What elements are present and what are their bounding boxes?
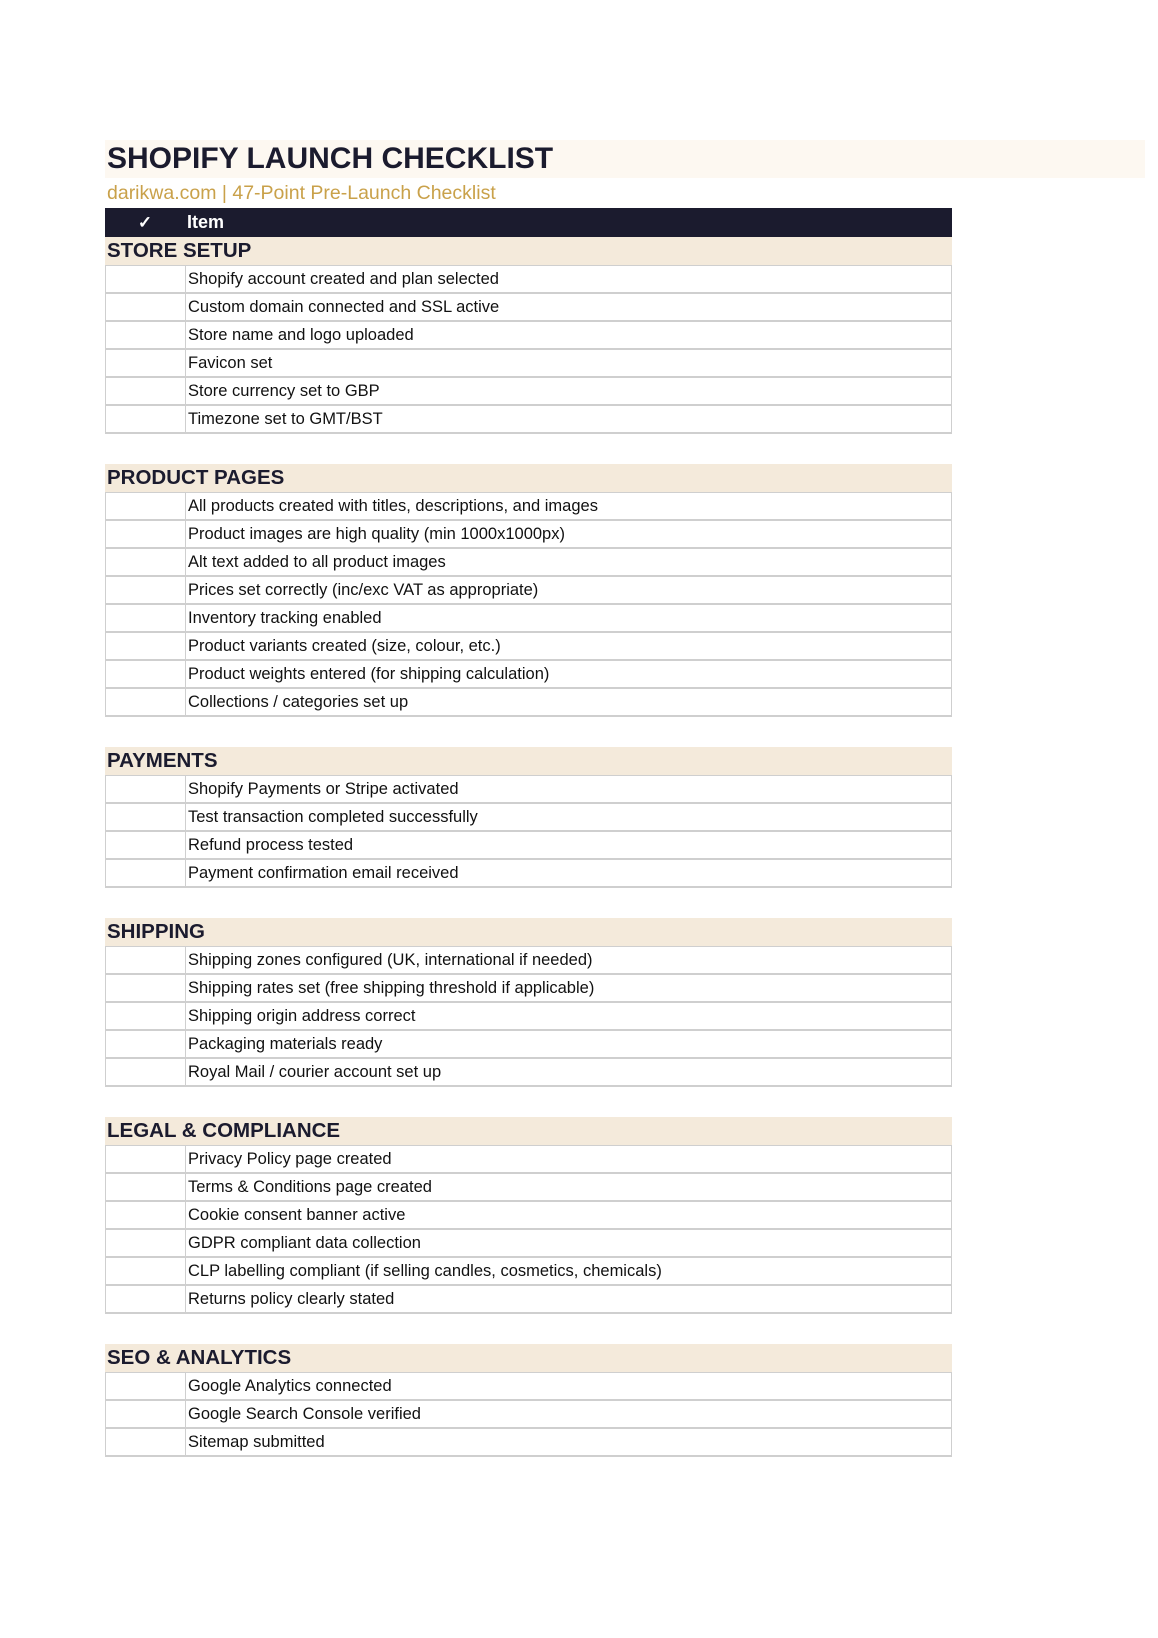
section-header: STORE SETUP [105, 237, 952, 265]
checkbox-cell[interactable] [106, 350, 186, 376]
table-header-row [105, 208, 952, 237]
item-cell: GDPR compliant data collection [188, 1233, 421, 1252]
section-rows [105, 946, 952, 1087]
item-cell: Royal Mail / courier account set up [188, 1062, 442, 1081]
table-row [105, 1059, 952, 1087]
checklist-section [105, 237, 952, 434]
item-cell: Custom domain connected and SSL active [188, 297, 500, 316]
table-row [105, 1031, 952, 1059]
checkbox-cell[interactable] [106, 266, 186, 292]
item-cell: Test transaction completed successfully [188, 807, 478, 826]
checkbox-cell[interactable] [106, 776, 186, 802]
item-cell: Refund process tested [188, 835, 354, 854]
table-row [105, 350, 952, 378]
checkbox-cell[interactable] [106, 549, 186, 575]
table-row [105, 378, 952, 406]
table-row [105, 947, 952, 975]
section-rows [105, 1145, 952, 1314]
checkbox-cell[interactable] [106, 521, 186, 547]
checkbox-cell[interactable] [106, 1373, 186, 1399]
item-cell: All products created with titles, descriptions, and images [188, 496, 598, 515]
item-cell: Inventory tracking enabled [188, 608, 382, 627]
page-subtitle: darikwa.com | 47-Point Pre-Launch Checklist [107, 182, 496, 204]
table-row [105, 1373, 952, 1401]
checkbox-cell[interactable] [106, 1202, 186, 1228]
table-row [105, 661, 952, 689]
table-row [105, 1286, 952, 1314]
item-cell: Shipping rates set (free shipping threshold if applicable) [188, 978, 595, 997]
table-row [105, 1003, 952, 1031]
section-rows [105, 775, 952, 888]
table-row [105, 832, 952, 860]
item-cell: Store currency set to GBP [188, 381, 380, 400]
table-row [105, 1258, 952, 1286]
checkbox-cell[interactable] [106, 947, 186, 973]
checkbox-cell[interactable] [106, 1401, 186, 1427]
checkbox-cell[interactable] [106, 1059, 186, 1085]
table-row [105, 689, 952, 717]
checkbox-cell[interactable] [106, 378, 186, 404]
checklist-section [105, 464, 952, 717]
checkbox-cell[interactable] [106, 633, 186, 659]
item-cell: Shopify account created and plan selected [188, 269, 499, 288]
table-row [105, 1202, 952, 1230]
checkbox-cell[interactable] [106, 1174, 186, 1200]
item-cell: Shopify Payments or Stripe activated [188, 779, 459, 798]
table-row [105, 804, 952, 832]
table-row [105, 406, 952, 434]
section-header: PRODUCT PAGES [105, 464, 952, 492]
item-column-header: Item [187, 212, 225, 232]
item-cell: Terms & Conditions page created [188, 1177, 432, 1196]
table-row [105, 294, 952, 322]
checkbox-cell[interactable] [106, 1429, 186, 1455]
check-column-header: ✓ [137, 212, 153, 232]
table-row [105, 266, 952, 294]
item-cell: Collections / categories set up [188, 692, 409, 711]
table-row [105, 549, 952, 577]
section-rows [105, 492, 952, 717]
checklist-section [105, 747, 952, 888]
checkbox-cell[interactable] [106, 661, 186, 687]
item-cell: Prices set correctly (inc/exc VAT as appropriate) [188, 580, 539, 599]
item-cell: Shipping zones configured (UK, international if needed) [188, 950, 593, 969]
item-cell: Timezone set to GMT/BST [188, 409, 383, 428]
section-rows [105, 265, 952, 434]
table-row [105, 322, 952, 350]
item-cell: Store name and logo uploaded [188, 325, 414, 344]
checklist-sections [105, 237, 952, 1457]
section-header: LEGAL & COMPLIANCE [105, 1117, 952, 1145]
checkbox-cell[interactable] [106, 294, 186, 320]
item-cell: Alt text added to all product images [188, 552, 446, 571]
item-cell: Privacy Policy page created [188, 1149, 392, 1168]
item-cell: Product variants created (size, colour, etc.) [188, 636, 501, 655]
section-header: PAYMENTS [105, 747, 952, 775]
table-row [105, 1146, 952, 1174]
section-header: SHIPPING [105, 918, 952, 946]
item-cell: Shipping origin address correct [188, 1006, 416, 1025]
item-cell: Product images are high quality (min 1000x1000px) [188, 524, 565, 543]
item-cell: Cookie consent banner active [188, 1205, 406, 1224]
checkbox-cell[interactable] [106, 322, 186, 348]
item-cell: Packaging materials ready [188, 1034, 383, 1053]
table-row [105, 1429, 952, 1457]
checkbox-cell[interactable] [106, 577, 186, 603]
checkbox-cell[interactable] [106, 493, 186, 519]
checklist-table [105, 208, 952, 1487]
item-cell: CLP labelling compliant (if selling candles, cosmetics, chemicals) [188, 1261, 662, 1280]
table-row [105, 577, 952, 605]
table-row [105, 1230, 952, 1258]
table-row [105, 521, 952, 549]
table-row [105, 633, 952, 661]
checkbox-cell[interactable] [106, 975, 186, 1001]
table-row [105, 493, 952, 521]
checklist-section [105, 1344, 952, 1457]
item-cell: Sitemap submitted [188, 1432, 325, 1451]
checkbox-cell[interactable] [106, 1258, 186, 1284]
table-row [105, 975, 952, 1003]
checklist-section [105, 1117, 952, 1314]
checkbox-cell[interactable] [106, 605, 186, 631]
item-cell: Favicon set [188, 353, 273, 372]
checkbox-cell[interactable] [106, 406, 186, 432]
item-cell: Product weights entered (for shipping calculation) [188, 664, 550, 683]
section-header: SEO & ANALYTICS [105, 1344, 952, 1372]
checkbox-cell[interactable] [106, 832, 186, 858]
checkbox-cell[interactable] [106, 1146, 186, 1172]
table-row [105, 605, 952, 633]
section-rows [105, 1372, 952, 1457]
table-row [105, 776, 952, 804]
checkbox-cell[interactable] [106, 860, 186, 886]
item-cell: Google Analytics connected [188, 1376, 392, 1395]
checkbox-cell[interactable] [106, 1003, 186, 1029]
checklist-section [105, 918, 952, 1087]
checkbox-cell[interactable] [106, 804, 186, 830]
checkbox-cell[interactable] [106, 1286, 186, 1312]
table-row [105, 1174, 952, 1202]
table-row [105, 1401, 952, 1429]
item-cell: Google Search Console verified [188, 1404, 421, 1423]
checkbox-cell[interactable] [106, 689, 186, 715]
item-cell: Returns policy clearly stated [188, 1289, 395, 1308]
table-row [105, 860, 952, 888]
page-title: SHOPIFY LAUNCH CHECKLIST [107, 142, 554, 175]
checkbox-cell[interactable] [106, 1230, 186, 1256]
checkbox-cell[interactable] [106, 1031, 186, 1057]
item-cell: Payment confirmation email received [188, 863, 459, 882]
